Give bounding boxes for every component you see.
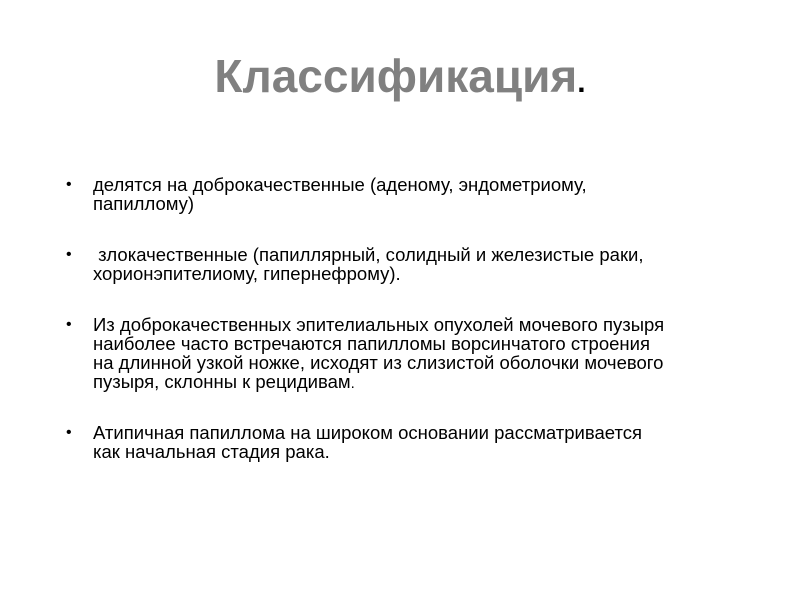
bullet-text-body: Атипичная папиллома на широком основании рассматривается как начальная стадия рака. bbox=[93, 422, 643, 462]
bullet-list bbox=[66, 175, 666, 493]
bullet-dot-icon: • bbox=[66, 176, 72, 193]
slide-title bbox=[0, 48, 800, 111]
bullet-text-body: делятся на доброкачественные (аденому, эндометриому, папиллому) bbox=[93, 174, 587, 214]
bullet-text bbox=[93, 423, 666, 463]
bullet-text-body: Из доброкачественных эпителиальных опухолей мочевого пузыря наиболее часто встречаются папилломы ворсинчатого строения на длинной узкой ножке, исходят из слизистой оболочки мочевого пузыря, склонны к рецидивам bbox=[93, 314, 665, 392]
bullet-item-benign bbox=[66, 175, 666, 215]
bullet-text bbox=[93, 175, 666, 215]
bullet-item-papillomas bbox=[66, 315, 666, 393]
bullet-text bbox=[93, 245, 666, 285]
bullet-text-tail: . bbox=[350, 375, 355, 392]
bullet-text-body: злокачественные (папиллярный, солидный и железистые раки, хорионэпителиому, гипернефрому). bbox=[93, 244, 649, 284]
bullet-item-malignant bbox=[66, 245, 666, 285]
bullet-item-atypical bbox=[66, 423, 666, 463]
bullet-dot-icon: • bbox=[66, 424, 72, 441]
bullet-dot-icon: • bbox=[66, 316, 72, 333]
bullet-text bbox=[93, 315, 666, 393]
slide-title-period: . bbox=[577, 66, 586, 99]
bullet-dot-icon: • bbox=[66, 246, 72, 263]
slide-title-text: Классификация bbox=[214, 50, 578, 102]
